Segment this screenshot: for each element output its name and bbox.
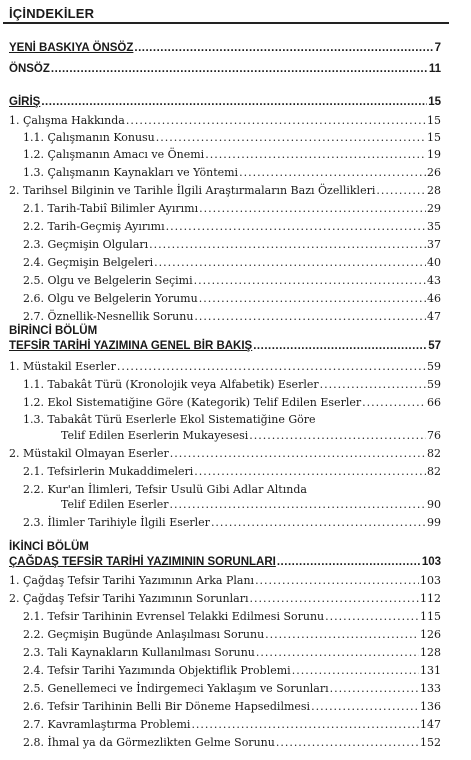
dot-leader [249,429,426,442]
toc-entry [9,497,441,511]
toc-page-number: 82 [427,447,441,460]
toc-entry-title: GİRİŞ [9,96,41,108]
toc-entry [9,591,441,605]
toc-page-number: 112 [420,592,441,605]
toc-entry-title: 1.2. Çalışmanın Amacı ve Önemi [23,148,205,161]
section-label: İKİNCİ BÖLÜM [9,541,89,553]
dot-leader [194,274,426,287]
dot-leader [170,498,426,511]
toc-entry [9,573,441,587]
dot-leader [191,718,419,731]
toc-entry [9,428,441,442]
toc-entry [9,464,441,478]
toc-page-number: 59 [427,378,441,391]
toc-page-number: 128 [420,646,441,659]
dot-leader [277,556,421,569]
dot-leader [199,202,426,215]
toc-page-number: 99 [427,516,441,529]
toc-entry [9,446,441,460]
toc-page-number: 59 [427,360,441,373]
toc-entry-title: YENİ BASKIYA ÖNSÖZ [9,42,134,54]
dot-leader [320,378,426,391]
toc-page-number: 15 [428,96,441,108]
toc-entry [9,717,441,731]
toc-chapter-two [9,555,441,569]
toc-chapter-intro [9,95,441,109]
toc-entry [9,663,441,677]
toc-entry [9,645,441,659]
toc-entry-title: 2.7. Kavramlaştırma Problemi [23,718,191,731]
dot-leader [362,396,426,409]
title-rule [3,22,449,24]
toc-page-number: 26 [427,166,441,179]
toc-entry [9,309,441,323]
toc-entry [9,273,441,287]
toc-entry [9,377,441,391]
toc-entry-title: 2.3. Geçmişin Olguları [23,238,149,251]
toc-page-number: 28 [427,184,441,197]
toc-entry-title: 2.1. Tefsirlerin Mukaddimeleri [23,465,194,478]
toc-entry-title: 1.3. Tabakât Türü Eserlerle Ekol Sistematiğine Göre [23,413,316,426]
toc-entry [9,113,441,127]
toc-entry-title: 2.8. İhmal ya da Görmezlikten Gelme Sorunu [23,736,275,749]
dot-leader [250,592,420,605]
dot-leader [126,114,426,127]
toc-entry-title: 2. Müstakil Olmayan Eserler [9,447,169,460]
dot-leader [166,220,426,233]
dot-leader [265,628,419,641]
dot-leader [194,465,426,478]
toc-entry [9,609,441,623]
toc-entry [9,627,441,641]
toc-page-number: 43 [427,274,441,287]
dot-leader [199,292,426,305]
toc-entry [9,735,441,749]
dot-leader [211,516,426,529]
toc-entry [9,147,441,161]
toc-entry-title: 1. Çalışma Hakkında [9,114,125,127]
toc-entry-title: TEFSİR TARİHİ YAZIMINA GENEL BİR BAKIŞ [9,340,253,352]
toc-page-number: 11 [428,63,441,75]
toc-entry-title: 2.3. İlimler Tarihiyle İlgili Eserler [23,516,210,529]
toc-entry [9,291,441,305]
toc-entry-title: 2.2. Geçmişin Bugünde Anlaşılması Sorunu [23,628,265,641]
toc-entry [9,201,441,215]
toc-entry [9,681,441,695]
dot-leader [255,574,419,587]
toc-entry-title: 2.7. Öznellik-Nesnellik Sorunu [23,310,194,323]
toc-entry-title: 2.2. Kur'an İlimleri, Tefsir Usulü Gibi Adlar Altında [23,483,307,496]
toc-entry-title: 2.2. Tarih-Geçmiş Ayırımı [23,220,165,233]
page-title: İÇİNDEKİLER [9,6,95,21]
dot-leader [376,184,426,197]
toc-page-number: 15 [427,131,441,144]
toc-entry-title: 2.5. Genellemeci ve İndirgemeci Yaklaşım ve Sorunları [23,682,329,695]
toc-entry [9,699,441,713]
dot-leader [205,148,426,161]
toc-entry-title: 2.6. Olgu ve Belgelerin Yorumu [23,292,198,305]
toc-entry-title: ÇAĞDAŞ TEFSİR TARİHİ YAZIMININ SORUNLARI [9,556,276,568]
dot-leader [117,360,426,373]
toc-entry [9,412,441,426]
toc-entry [9,515,441,529]
dot-leader [325,610,419,623]
toc-entry-title: 1.2. Ekol Sistematiğine Göre (Kategorik) Telif Edilen Eserler [23,396,362,409]
toc-page-number: 35 [427,220,441,233]
dot-leader [276,736,419,749]
toc-page-number: 126 [420,628,441,641]
toc-page-number: 90 [427,498,441,511]
toc-entry-title: 2.6. Tefsir Tarihinin Belli Bir Döneme Hapsedilmesi [23,700,311,713]
dot-leader [149,238,426,251]
toc-entry [9,183,441,197]
toc-entry-title: 2. Çağdaş Tefsir Tarihi Yazımının Sorunları [9,592,249,605]
toc-page-number: 37 [427,238,441,251]
toc-entry [9,130,441,144]
toc-entry-title: Telif Edilen Eserlerin Mukayesesi [61,429,249,442]
toc-entry-title: 1. Çağdaş Tefsir Tarihi Yazımının Arka Planı [9,574,255,587]
dot-leader [134,42,433,55]
toc-page-number: 152 [420,736,441,749]
toc-entry-title: 2.3. Tali Kaynakların Kullanılması Sorunu [23,646,255,659]
dot-leader [41,96,427,109]
toc-entry [9,482,441,496]
toc-entry-title: ÖNSÖZ [9,63,50,75]
toc-chapter-one [9,339,441,353]
dot-leader [194,310,426,323]
dot-leader [256,646,419,659]
toc-page-number: 76 [427,429,441,442]
toc-page-number: 7 [434,42,441,54]
section-label: BİRİNCİ BÖLÜM [9,325,98,337]
toc-page-number: 136 [420,700,441,713]
toc-page-number: 57 [428,340,441,352]
toc-page-number: 103 [420,574,441,587]
toc-entry-title: 2.4. Tefsir Tarihi Yazımında Objektiflik Problemi [23,664,291,677]
toc-page-number: 82 [427,465,441,478]
dot-leader [330,682,419,695]
toc-page-number: 46 [427,292,441,305]
toc-entry-title: 1.3. Çalışmanın Kaynakları ve Yöntemi [23,166,239,179]
toc-page-number: 15 [427,114,441,127]
toc-page-number: 115 [420,610,441,623]
toc-page-number: 40 [427,256,441,269]
toc-page-number: 19 [427,148,441,161]
toc-page-number: 29 [427,202,441,215]
toc-page-number: 47 [427,310,441,323]
toc-entry-title: 1.1. Tabakât Türü (Kronolojik veya Alfabetik) Eserler [23,378,319,391]
toc-entry-title: Telif Edilen Eserler [61,498,169,511]
dot-leader [156,131,426,144]
dot-leader [51,63,428,76]
toc-entry-title: 2.4. Geçmişin Belgeleri [23,256,154,269]
toc-entry-foreword [9,62,441,76]
dot-leader [311,700,419,713]
toc-entry [9,165,441,179]
dot-leader [239,166,426,179]
toc-entry-title: 2.1. Tefsir Tarihinin Evrensel Telakki Edilmesi Sorunu [23,610,325,623]
toc-page-number: 133 [420,682,441,695]
toc-entry-foreword-new [9,41,441,55]
toc-entry [9,359,441,373]
dot-leader [154,256,426,269]
toc-entry-title: 2.1. Tarih-Tabiî Bilimler Ayırımı [23,202,199,215]
dot-leader [170,447,426,460]
toc-entry [9,255,441,269]
toc-page-number: 103 [421,556,441,568]
toc-entry [9,395,441,409]
dot-leader [292,664,419,677]
toc-entry [9,237,441,251]
toc-entry-title: 2.5. Olgu ve Belgelerin Seçimi [23,274,193,287]
toc-page-number: 147 [420,718,441,731]
toc-entry [9,219,441,233]
toc-page-number: 66 [427,396,441,409]
toc-entry-title: 1.1. Çalışmanın Konusu [23,131,155,144]
toc-page-number: 131 [420,664,441,677]
toc-entry-title: 1. Müstakil Eserler [9,360,116,373]
dot-leader [253,340,427,353]
toc-entry-title: 2. Tarihsel Bilginin ve Tarihle İlgili Araştırmaların Bazı Özellikleri [9,184,376,197]
